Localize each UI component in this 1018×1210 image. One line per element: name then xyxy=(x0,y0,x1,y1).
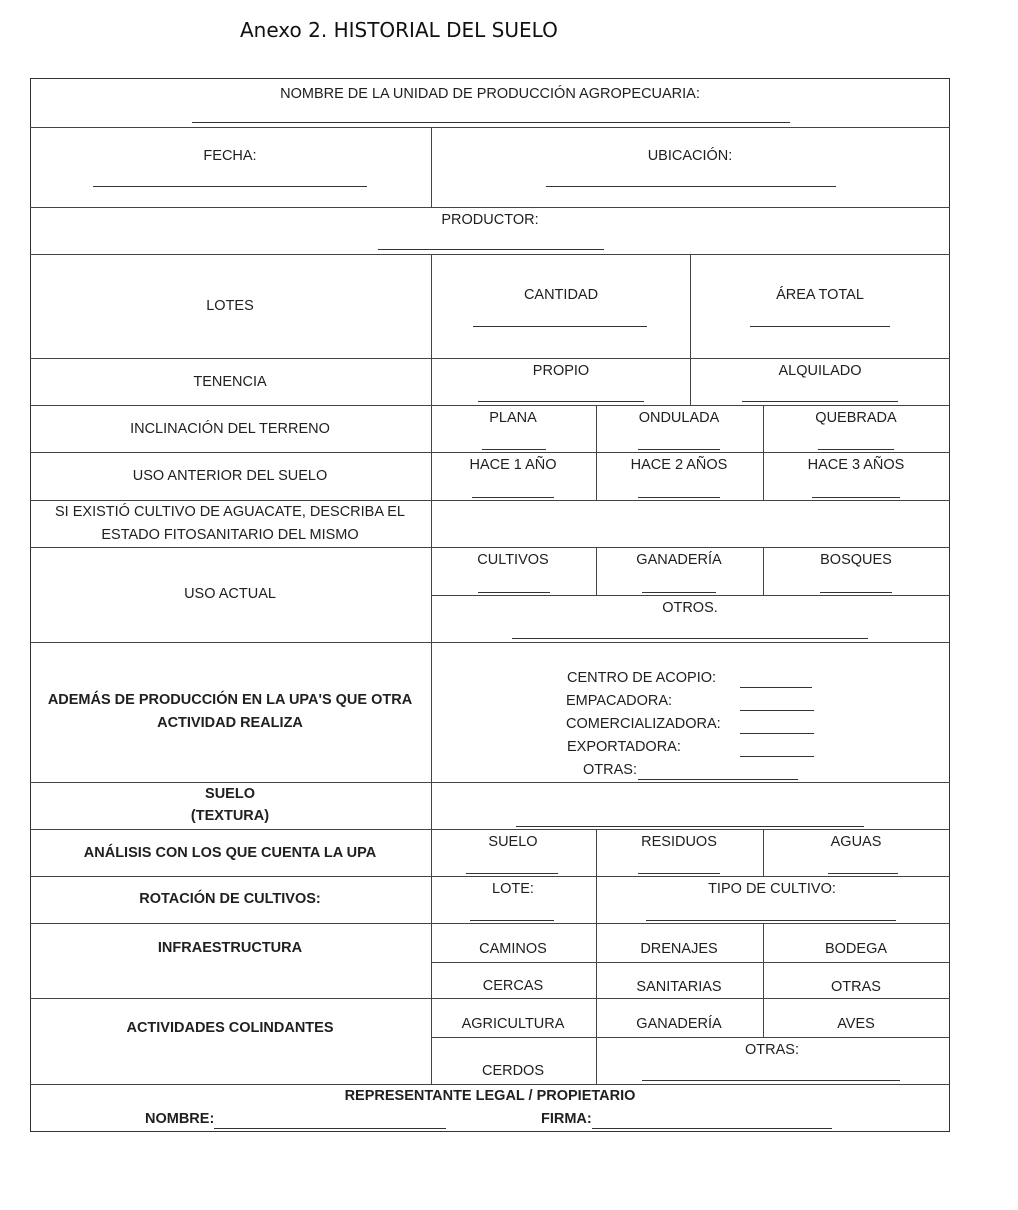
row-divider xyxy=(30,358,950,359)
hace-1-label: HACE 1 AÑO xyxy=(469,457,557,473)
column-divider xyxy=(763,547,764,595)
otros-label: OTROS. xyxy=(662,600,718,616)
productor-input-line[interactable] xyxy=(378,249,604,250)
cercas-label: CERCAS xyxy=(482,978,544,994)
aves-label: AVES xyxy=(837,1016,875,1032)
row-divider xyxy=(431,1037,950,1038)
plana-input-line[interactable] xyxy=(482,449,546,450)
row-divider xyxy=(431,962,950,963)
exportadora-input-line[interactable] xyxy=(740,756,814,757)
ademas-otras-label: OTRAS: xyxy=(583,762,637,778)
column-divider xyxy=(596,405,597,500)
ondulada-input-line[interactable] xyxy=(638,449,720,450)
nombre-label: NOMBRE: xyxy=(145,1111,215,1127)
row-divider xyxy=(30,207,950,208)
aguas-input-line[interactable] xyxy=(828,873,898,874)
empacadora-label: EMPACADORA: xyxy=(566,693,673,709)
unidad-input-line[interactable] xyxy=(192,122,790,123)
quebrada-input-line[interactable] xyxy=(818,449,894,450)
bosques-label: BOSQUES xyxy=(820,552,892,568)
column-divider xyxy=(596,547,597,595)
hace-2-label: HACE 2 AÑOS xyxy=(630,457,728,473)
column-divider xyxy=(596,923,597,1084)
row-divider xyxy=(30,642,950,643)
column-divider xyxy=(763,829,764,876)
row-divider xyxy=(431,595,950,596)
fecha-input-line[interactable] xyxy=(93,186,367,187)
lotes-label: LOTES xyxy=(206,298,254,314)
document-title: Anexo 2. HISTORIAL DEL SUELO xyxy=(240,18,558,42)
unidad-label: NOMBRE DE LA UNIDAD DE PRODUCCIÓN AGROPECUARIA: xyxy=(280,86,700,102)
row-divider xyxy=(30,254,950,255)
tipo-cultivo-input-line[interactable] xyxy=(646,920,896,921)
ubicacion-input-line[interactable] xyxy=(546,186,836,187)
colindantes-ganaderia-label: GANADERÍA xyxy=(636,1016,722,1032)
aguacate-label-line2: ESTADO FITOSANITARIO DEL MISMO xyxy=(101,527,359,543)
column-divider xyxy=(763,923,764,1037)
cultivos-label: CULTIVOS xyxy=(477,552,549,568)
hace-2-input-line[interactable] xyxy=(638,497,720,498)
centro-acopio-label: CENTRO DE ACOPIO: xyxy=(567,670,717,686)
propio-input-line[interactable] xyxy=(478,401,644,402)
propio-label: PROPIO xyxy=(532,363,590,379)
tipo-cultivo-label: TIPO DE CULTIVO: xyxy=(708,881,836,897)
ademas-label-line2: ACTIVIDAD REALIZA xyxy=(157,715,303,731)
hace-3-input-line[interactable] xyxy=(812,497,900,498)
comercializadora-label: COMERCIALIZADORA: xyxy=(566,716,721,732)
colindantes-otras-input-line[interactable] xyxy=(642,1080,900,1081)
ondulada-label: ONDULADA xyxy=(638,410,720,426)
firma-label: FIRMA: xyxy=(541,1111,592,1127)
area-total-label: ÁREA TOTAL xyxy=(776,287,864,303)
infraestructura-label: INFRAESTRUCTURA xyxy=(157,940,303,956)
representante-label: REPRESENTANTE LEGAL / PROPIETARIO xyxy=(344,1088,636,1104)
bosques-input-line[interactable] xyxy=(820,592,892,593)
row-divider xyxy=(30,1084,950,1085)
residuos-input-line[interactable] xyxy=(638,873,720,874)
cerdos-label: CERDOS xyxy=(481,1063,545,1079)
hace-3-label: HACE 3 AÑOS xyxy=(807,457,905,473)
suelo-textura-input-line[interactable] xyxy=(516,826,864,827)
cultivos-input-line[interactable] xyxy=(478,592,550,593)
lote-input-line[interactable] xyxy=(470,920,554,921)
column-divider xyxy=(431,254,432,1084)
suelo-label-line2: (TEXTURA) xyxy=(190,808,270,824)
ganaderia-label: GANADERÍA xyxy=(636,552,722,568)
uso-anterior-label: USO ANTERIOR DEL SUELO xyxy=(132,468,328,484)
colindantes-otras-label: OTRAS: xyxy=(745,1042,799,1058)
alquilado-label: ALQUILADO xyxy=(778,363,862,379)
drenajes-label: DRENAJES xyxy=(640,941,718,957)
column-divider xyxy=(690,254,691,405)
infra-otras-label: OTRAS xyxy=(831,979,881,995)
plana-label: PLANA xyxy=(489,410,537,426)
analisis-suelo-input-line[interactable] xyxy=(466,873,558,874)
tenencia-label: TENENCIA xyxy=(193,374,267,390)
ademas-label-line1: ADEMÁS DE PRODUCCIÓN EN LA UPA'S QUE OTRA xyxy=(47,692,413,708)
alquilado-input-line[interactable] xyxy=(742,401,898,402)
cantidad-input-line[interactable] xyxy=(473,326,647,327)
exportadora-label: EXPORTADORA: xyxy=(567,739,681,755)
sanitarias-label: SANITARIAS xyxy=(636,979,722,995)
column-divider xyxy=(596,829,597,923)
uso-actual-label: USO ACTUAL xyxy=(184,586,276,602)
analisis-label: ANÁLISIS CON LOS QUE CUENTA LA UPA xyxy=(83,845,377,861)
caminos-label: CAMINOS xyxy=(479,941,547,957)
fecha-label: FECHA: xyxy=(203,148,257,164)
soil-history-form xyxy=(30,78,950,1132)
row-divider xyxy=(30,405,950,406)
comercializadora-input-line[interactable] xyxy=(740,733,814,734)
ademas-otras-input-line[interactable] xyxy=(638,779,798,780)
lote-label: LOTE: xyxy=(492,881,534,897)
row-divider xyxy=(30,127,950,128)
row-divider xyxy=(30,452,950,453)
empacadora-input-line[interactable] xyxy=(740,710,814,711)
productor-label: PRODUCTOR: xyxy=(441,212,539,228)
ubicacion-label: UBICACIÓN: xyxy=(647,148,733,164)
inclinacion-label: INCLINACIÓN DEL TERRENO xyxy=(130,421,330,437)
row-divider xyxy=(30,500,950,501)
aguas-label: AGUAS xyxy=(830,834,882,850)
cantidad-label: CANTIDAD xyxy=(523,287,599,303)
row-divider xyxy=(30,782,950,783)
quebrada-label: QUEBRADA xyxy=(815,410,897,426)
row-divider xyxy=(30,547,950,548)
centro-acopio-input-line[interactable] xyxy=(740,687,812,688)
row-divider xyxy=(30,829,950,830)
hace-1-input-line[interactable] xyxy=(472,497,554,498)
column-divider xyxy=(763,405,764,500)
row-divider xyxy=(30,923,950,924)
column-divider xyxy=(431,127,432,207)
colindantes-label: ACTIVIDADES COLINDANTES xyxy=(126,1020,334,1036)
ganaderia-input-line[interactable] xyxy=(642,592,716,593)
firma-input-line[interactable] xyxy=(592,1128,832,1129)
nombre-input-line[interactable] xyxy=(214,1128,446,1129)
area-total-input-line[interactable] xyxy=(750,326,890,327)
bodega-label: BODEGA xyxy=(824,941,888,957)
analisis-suelo-label: SUELO xyxy=(488,834,538,850)
row-divider xyxy=(30,998,950,999)
rotacion-label: ROTACIÓN DE CULTIVOS: xyxy=(139,891,321,907)
aguacate-label-line1: SI EXISTIÓ CULTIVO DE AGUACATE, DESCRIBA EL xyxy=(55,504,405,520)
suelo-label-line1: SUELO xyxy=(205,786,255,802)
agricultura-label: AGRICULTURA xyxy=(461,1016,565,1032)
row-divider xyxy=(30,876,950,877)
otros-input-line[interactable] xyxy=(512,638,868,639)
residuos-label: RESIDUOS xyxy=(641,834,717,850)
